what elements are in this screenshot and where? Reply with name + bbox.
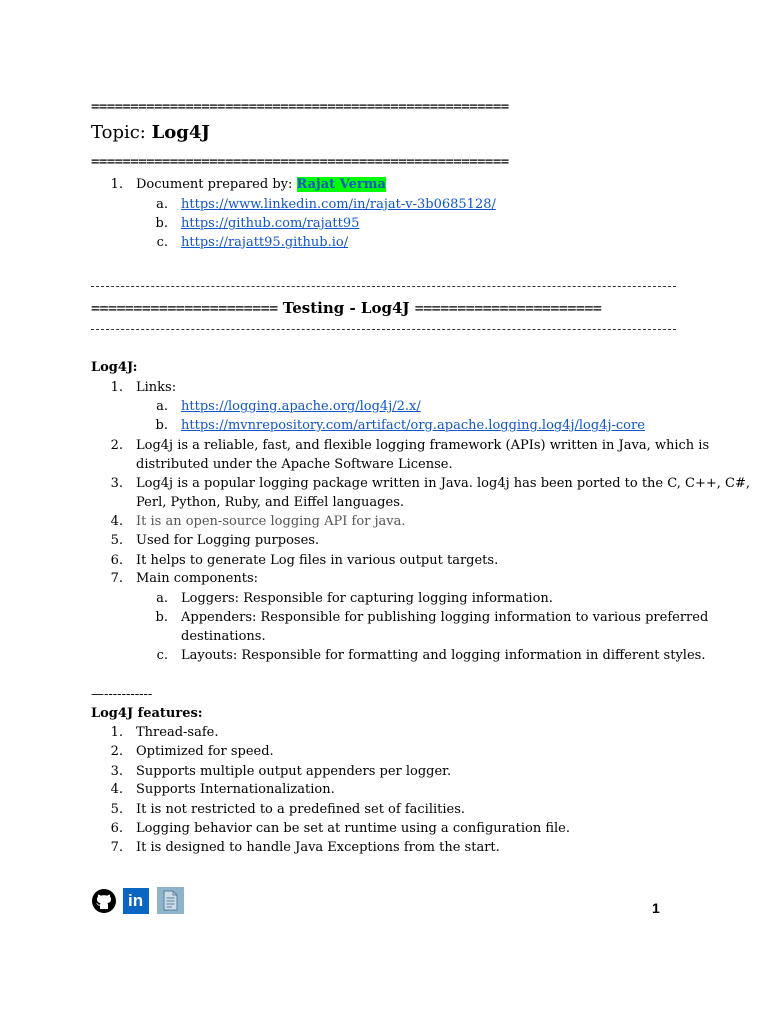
page-title [91,121,210,145]
list-item: Used for Logging purposes. [136,533,320,548]
component-appenders-continuation: destinations. [181,629,266,644]
author-name[interactable]: Rajat Verma [296,177,386,192]
list-number: 5. [110,802,123,817]
linkedin-link[interactable]: https://www.linkedin.com/in/rajat-v-3b0685128/ [181,197,496,212]
list-number: 7. [110,840,123,855]
header-rule-bottom: ===================================================== [91,154,509,170]
section-right-rule: ====================== [414,299,602,317]
document-icon[interactable] [157,887,184,914]
linkedin-icon[interactable] [123,888,149,914]
list-number: 3. [110,764,123,779]
list-marker: b. [155,216,168,231]
list-item: It helps to generate Log files in various output targets. [136,553,499,568]
features-separator: —----------- [91,687,153,702]
feature-item: Supports Internationalization. [136,782,335,797]
section-title-text: Testing - Log4J [277,299,415,317]
list-marker: a. [156,591,168,606]
github-icon[interactable] [91,888,117,914]
list-number: 4. [110,514,123,529]
list-marker: b. [155,610,168,625]
component-loggers: Loggers: Responsible for capturing logging information. [181,591,553,606]
feature-item: It is designed to handle Java Exceptions from the start. [136,840,500,855]
page-number: 1 [652,900,660,916]
list-item: Main components: [136,571,259,586]
list-number: 6. [110,553,123,568]
log4j-heading: Log4J: [91,360,138,375]
github-link[interactable]: https://github.com/rajatt95 [181,216,360,231]
feature-item: Supports multiple output appenders per logger. [136,764,452,779]
section-dash-top [91,286,676,287]
list-number: 5. [110,533,123,548]
topic-title: Log4J [151,122,210,143]
linkedin-icon-text: in [128,891,144,910]
list-marker: c. [156,648,168,663]
list-item: Log4j is a popular logging package written in Java. log4j has been ported to the C, C++, C#, [136,476,750,491]
features-heading: Log4J features: [91,706,203,721]
list-marker: c. [156,235,168,250]
section-dash-bottom [91,329,676,330]
list-number: 1. [110,725,123,740]
section-title [91,297,676,319]
list-number: 1. [110,380,123,395]
header-rule-top: ===================================================== [91,99,509,115]
list-number: 2. [110,744,123,759]
author-line [136,175,386,194]
topic-prefix: Topic: [91,122,152,143]
apache-log4j-link[interactable]: https://logging.apache.org/log4j/2.x/ [181,399,421,414]
section-left-rule: ====================== [91,299,278,317]
list-marker: a. [156,399,168,414]
feature-item: Logging behavior can be set at runtime using a configuration file. [136,821,570,836]
list-item: Log4j is a reliable, fast, and flexible logging framework (APIs) written in Java, which is [136,438,710,453]
list-marker: a. [156,197,168,212]
list-item-continuation: distributed under the Apache Software License. [136,457,453,472]
list-number: 4. [110,782,123,797]
feature-item: Thread-safe. [136,725,219,740]
component-appenders: Appenders: Responsible for publishing logging information to various preferred [181,610,709,625]
list-number: 3. [110,476,123,491]
feature-item: It is not restricted to a predefined set of facilities. [136,802,466,817]
feature-item: Optimized for speed. [136,744,274,759]
list-item: Links: [136,380,177,395]
list-number: 2. [110,438,123,453]
list-item-continuation: Perl, Python, Ruby, and Eiffel languages. [136,495,404,510]
mvnrepository-link[interactable]: https://mvnrepository.com/artifact/org.apache.logging.log4j/log4j-core [181,418,645,433]
list-number: 6. [110,821,123,836]
author-prefix: Document prepared by: [136,177,297,192]
website-link[interactable]: https://rajatt95.github.io/ [181,235,349,250]
list-number: 1. [110,177,123,192]
component-layouts: Layouts: Responsible for formatting and logging information in different styles. [181,648,706,663]
list-number: 7. [110,571,123,586]
list-marker: b. [155,418,168,433]
list-item: It is an open-source logging API for java. [136,514,406,529]
